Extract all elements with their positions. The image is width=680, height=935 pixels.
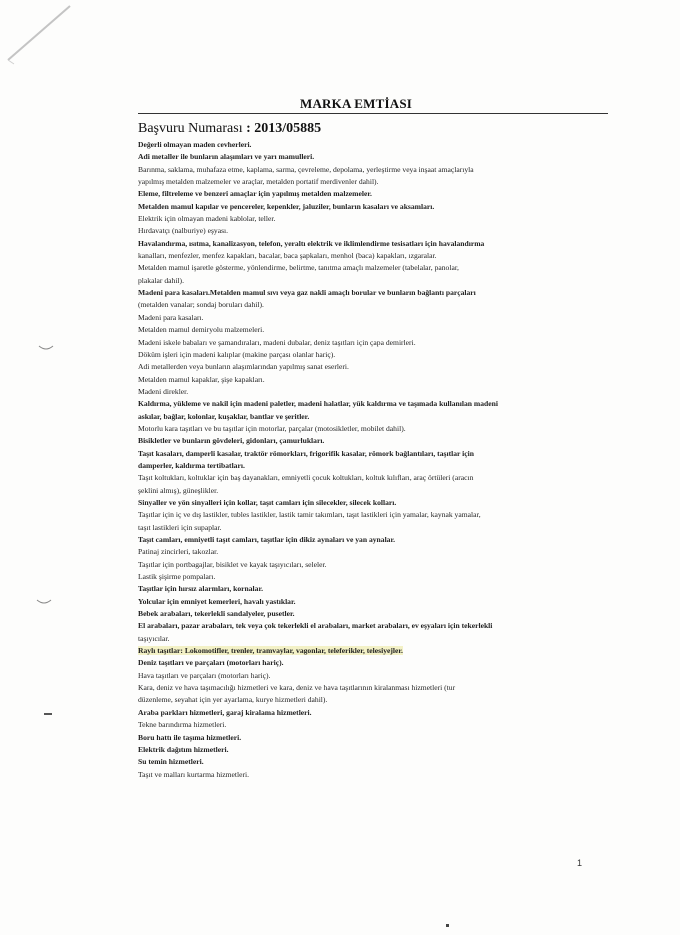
application-number-value: : 2013/05885	[246, 121, 322, 136]
list-line: Metalden mamul kapılar ve pencereler, kepenkler, jaluziler, bunların kasaları ve aksamları.	[138, 201, 435, 211]
title-underline	[138, 113, 608, 114]
list-line: Madeni iskele babaları ve şamandıraları, madeni dubalar, deniz taşıtları için çapa demirleri.	[138, 337, 416, 347]
list-line: Metalden mamul kapaklar, şişe kapakları.	[138, 374, 265, 384]
application-number	[138, 121, 321, 137]
list-line: taşıyıcılar.	[138, 633, 170, 643]
list-line: Değerli olmayan maden cevherleri.	[138, 140, 252, 149]
list-line: Taşıt camları, emniyetli taşıt camları, taşıtlar için dikiz aynaları ve yan aynalar.	[138, 535, 396, 544]
list-line: Metalden mamul işaretle gösterme, yönlendirme, belirtme, tanıtma amaçlı malzemeler (tabelalar, panolar,	[138, 263, 459, 273]
list-line: Taşıtlar için portbagajlar, bisiklet ve kayak taşıyıcıları, seleler.	[138, 559, 327, 569]
list-line: düzenleme, seyahat için yer ayarlama, kurye hizmetleri dahil).	[138, 695, 328, 705]
list-line: Su temin hizmetleri.	[138, 757, 204, 767]
list-line: Taşıt koltukları, koltuklar için baş dayanakları, emniyetli çocuk koltukları, koltuk kılıfları, araç örtüleri (aracın	[138, 473, 474, 483]
list-line: askılar, bağlar, kolonlar, kuşaklar, bantlar ve şeritler.	[138, 411, 310, 421]
list-line: Madeni direkler.	[138, 386, 189, 396]
scan-artifact	[44, 713, 52, 715]
list-line: yapılmış metalden malzemeler ve araçlar, metalden portatif merdivenler dahil).	[138, 177, 379, 187]
document-title: MARKA EMTİASI	[300, 96, 413, 111]
list-line: Bisikletler ve bunların gövdeleri, gidonları, çamurlukları.	[138, 436, 325, 446]
list-line: Patinaj zincirleri, takozlar.	[138, 547, 219, 557]
highlight-mark: Raylı taşıtlar: Lokomotifler, trenler, tramvaylar, vagonlar, teleferikler, telesiyejler.	[138, 646, 403, 656]
list-line: Madeni para kasaları.Metalden mamul sıvı veya gaz nakli amaçlı borular ve bunların bağlantı parçaları	[138, 288, 476, 298]
list-line: Tekne barındırma hizmetleri.	[138, 720, 227, 730]
list-line: Kaldırma, yükleme ve nakil için madeni paletler, madeni halatlar, yük kaldırma ve taşımada kullanılan madeni	[138, 399, 498, 409]
list-line: El arabaları, pazar arabaları, tek veya çok tekerlekli el arabaları, market arabaları, ev eşyaları için tekerlekli	[138, 621, 493, 631]
application-number-label: Başvuru Numarası	[138, 121, 243, 136]
scan-artifact	[36, 598, 52, 606]
list-line: Eleme, filtreleme ve benzeri amaçlar için yapılmış metalden malzemeler.	[138, 189, 372, 199]
list-line: plakalar dahil).	[138, 275, 184, 285]
list-line: Barınma, saklama, muhafaza etme, kaplama, sarma, çevreleme, depolama, yerleştirme veya inşaat amaçlarıyla	[138, 164, 474, 174]
list-line: Lastik şişirme pompaları.	[138, 572, 216, 582]
list-line: Deniz taşıtları ve parçaları (motorları hariç).	[138, 658, 284, 668]
list-line: Metalden mamul demiryolu malzemeleri.	[138, 325, 265, 335]
list-line: Döküm işleri için madeni kalıplar (makine parçası olanlar hariç).	[138, 349, 336, 359]
scan-artifact	[446, 924, 449, 927]
list-line: Elektrik için olmayan madeni kablolar, teller.	[138, 214, 276, 224]
list-line: Bebek arabaları, tekerlekli sandalyeler, pusetler.	[138, 609, 295, 619]
list-line: Madeni para kasaları.	[138, 312, 204, 322]
list-line: taşıt lastikleri için supaplar.	[138, 522, 222, 532]
scan-artifact	[38, 344, 54, 352]
list-line: Taşıt ve malları kurtarma hizmetleri.	[138, 769, 250, 779]
list-line: Yolcular için emniyet kemerleri, havalı yastıklar.	[138, 596, 296, 606]
list-line: Hırdavatçı (nalburiye) eşyası.	[138, 226, 229, 236]
list-line: Araba parkları hizmetleri, garaj kiralama hizmetleri.	[138, 707, 312, 717]
list-line: Motorlu kara taşıtları ve bu taşıtlar için motorlar, parçalar (motosikletler, mobilet dahil).	[138, 423, 406, 433]
list-line: Havalandırma, ısıtma, kanalizasyon, telefon, yeraltı elektrik ve iklimlendirme tesisatları için havalandırma	[138, 238, 485, 248]
list-line: Adi metallerden veya bunların alaşımlarından yapılmış sanat eserleri.	[138, 362, 349, 372]
list-line: Adi metaller ile bunların alaşımları ve yarı mamulleri.	[138, 152, 315, 162]
list-line: Boru hattı ile taşıma hizmetleri.	[138, 732, 242, 742]
list-line: kanalları, menfezler, menfez kapakları, bacalar, baca şapkaları, menhol (baca) kapakları, ızgaralar.	[138, 251, 437, 261]
goods-services-list	[138, 139, 578, 781]
list-line: Taşıtlar için iç ve dış lastikler, tubles lastikler, lastik tamir takımları, taşıt lastikleri için yamalar, kaynak yamalar,	[138, 510, 481, 520]
list-line: Kara, deniz ve hava taşımacılığı hizmetleri ve kara, deniz ve hava taşıtlarının kiralanması hizmetleri (tur	[138, 683, 456, 693]
list-line: şeklini almış), güneşlikler.	[138, 485, 219, 495]
list-line: Taşıt kasaları, damperli kasalar, traktör römorkları, frigorifik kasalar, römork bağlantıları, taşıtlar için	[138, 448, 474, 458]
list-line: damperler, kaldırma tertibatları.	[138, 460, 245, 470]
page-number: 1	[577, 858, 583, 868]
page-corner-fold-mark	[0, 0, 80, 70]
list-line: Taşıtlar için hırsız alarmları, kornalar.	[138, 584, 264, 594]
list-line-highlighted	[138, 645, 578, 657]
list-line: (metalden vanalar; sondaj boruları dahil).	[138, 300, 264, 310]
list-line: Sinyaller ve yön sinyalleri için kollar, taşıt camları için silecekler, silecek kolları.	[138, 497, 397, 507]
list-line: Hava taşıtları ve parçaları (motorları hariç).	[138, 670, 271, 680]
list-line: Elektrik dağıtım hizmetleri.	[138, 744, 229, 754]
